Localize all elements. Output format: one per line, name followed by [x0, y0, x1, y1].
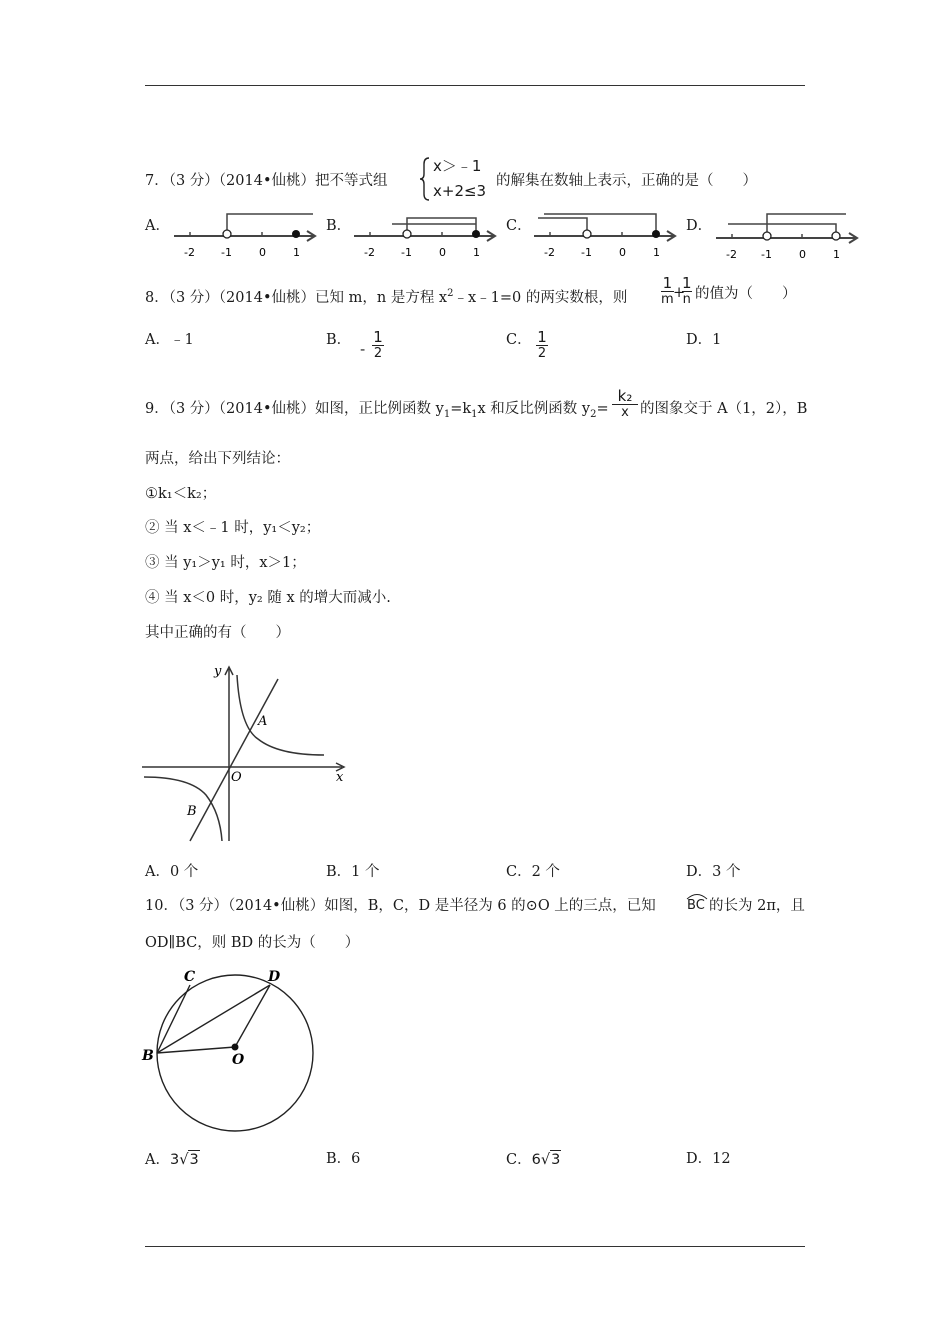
tick-label: 0 — [619, 246, 626, 259]
q7-inequality-1: x＞﹣1 — [433, 157, 482, 175]
tick-label: 1 — [833, 248, 840, 261]
q10-text-b: 的长为 2π，且 — [709, 898, 805, 914]
q8-option-c-fraction — [536, 329, 548, 362]
top-rule — [145, 85, 805, 86]
q9-text-a: 9．（3 分）（2014•仙桃）如图，正比例函数 y — [145, 401, 444, 417]
q8-option-b-sign: - — [360, 342, 366, 358]
q10-option-a-coef: 3 — [169, 1152, 180, 1168]
q9-fraction — [612, 388, 638, 421]
q7-option-c-label: C． — [506, 218, 532, 234]
q8-plus: + — [673, 285, 686, 301]
q7-inequality-2: x+2≤3 — [433, 182, 487, 200]
q8-fraction-2-num: 1 — [682, 274, 692, 292]
q9-text-c: x 和反比例函数 y — [477, 401, 591, 417]
q9-option-d: D．3 个 — [686, 864, 741, 880]
tick-label: 1 — [293, 246, 300, 259]
q10-arc-label: BC — [687, 898, 705, 913]
q8-fraction-2-den: n — [682, 292, 691, 307]
q10-text-a: 10．（3 分）（2014•仙桃）如图，B，C，D 是半径为 6 的⊙O 上的三点，已知 — [145, 898, 656, 914]
q8-text-1: 8．（3 分）（2014•仙桃）已知 m，n 是方程 x — [145, 289, 448, 306]
q7-option-d-label: D． — [686, 218, 713, 234]
q8-option-c-num: 1 — [537, 328, 547, 346]
q7-option-a-numberline — [170, 210, 320, 262]
q8-option-c-den: 2 — [537, 346, 547, 361]
q8-exponent: 2 — [447, 288, 454, 299]
q8-option-c-label: C． — [506, 332, 532, 348]
tick-label: 0 — [259, 246, 266, 259]
q10-option-b: B．6 — [326, 1151, 361, 1167]
tick-label: -2 — [726, 248, 737, 261]
q9-ask: 其中正确的有（ ） — [145, 625, 290, 641]
q8-option-b-num: 1 — [373, 328, 383, 346]
q9-conclusion-1: ①k₁＜k₂； — [145, 486, 217, 502]
q10-option-c — [506, 1150, 561, 1169]
q9-text-b: =k — [450, 401, 472, 417]
q8-fraction-1 — [661, 275, 674, 308]
tick-label: -1 — [401, 246, 412, 259]
bottom-rule — [145, 1246, 805, 1247]
tick-label: -2 — [364, 246, 375, 259]
q9-conclusion-4: ④ 当 x＜0 时，y₂ 随 x 的增大而减小. — [145, 590, 391, 606]
q8-fraction-2 — [682, 275, 692, 308]
q8-fraction-1-den: m — [661, 292, 674, 307]
q10-option-c-radicand: 3 — [551, 1152, 561, 1168]
q10-option-a — [145, 1150, 200, 1169]
q7-suffix: 的解集在数轴上表示，正确的是（ ） — [496, 173, 757, 189]
tick-label: 0 — [799, 248, 806, 261]
q9-graph-figure — [140, 655, 355, 845]
q7-prefix: 7．（3 分）（2014•仙桃）把不等式组 — [145, 173, 388, 189]
q9-sub-1: 1 — [443, 408, 451, 420]
q8-fraction-1-num: 1 — [662, 274, 673, 292]
tick-label: -1 — [581, 246, 592, 259]
q10-option-c-coef: 6 — [531, 1152, 541, 1168]
q9-label-x: x — [336, 770, 344, 785]
q10-label-o: O — [232, 1052, 245, 1068]
tick-label: 0 — [439, 246, 446, 259]
q9-option-b: B．1 个 — [326, 864, 380, 880]
q7-option-d-numberline — [712, 210, 862, 262]
q9-sub-2: 1 — [471, 408, 478, 420]
q10-option-a-radicand: 3 — [189, 1152, 199, 1168]
tick-label: -1 — [761, 248, 772, 261]
q10-option-d: D．12 — [686, 1151, 731, 1167]
q9-text-d: = — [596, 401, 609, 417]
q9-option-a: A．0 个 — [145, 864, 199, 880]
q7-option-a-label: A． — [145, 218, 170, 234]
tick-label: 1 — [653, 246, 660, 259]
q9-line-2: 两点，给出下列结论： — [145, 451, 290, 467]
q10-label-c: C — [184, 969, 196, 985]
q10-label-b: B — [142, 1048, 154, 1064]
q9-text-e: 的图象交于 A（1，2），B — [640, 401, 808, 417]
tick-label: 1 — [473, 246, 480, 259]
q7-option-b-numberline — [350, 210, 500, 262]
q8-option-b-den: 2 — [373, 346, 383, 361]
tick-label: -1 — [221, 246, 232, 259]
q10-line-2: OD∥BC，则 BD 的长为（ ） — [145, 935, 360, 951]
q10-arc-notation — [686, 892, 708, 916]
q9-fraction-den: x — [612, 404, 638, 421]
q9-sub-3: 2 — [590, 408, 597, 420]
q9-conclusion-2: ② 当 x＜﹣1 时，y₁＜y₂； — [145, 520, 321, 536]
q9-conclusion-3: ③ 当 y₁＞y₁ 时，x＞1； — [145, 555, 306, 571]
q8-option-b-fraction — [372, 329, 384, 362]
tick-label: -2 — [184, 246, 195, 259]
q8-option-d: D．1 — [686, 332, 722, 348]
q9-option-c: C．2 个 — [506, 864, 560, 880]
q8-text-2: ﹣x﹣1=0 的两实数根，则 — [453, 289, 628, 306]
q8-option-a: A．﹣1 — [145, 332, 194, 348]
sqrt-icon: √ — [179, 1152, 189, 1168]
tick-label: -2 — [544, 246, 555, 259]
q8-stem — [145, 285, 627, 307]
q9-label-a: A — [258, 714, 268, 729]
q8-text-3: 的值为（ ） — [695, 286, 797, 302]
sqrt-icon: √ — [540, 1152, 551, 1168]
q9-label-b: B — [187, 804, 197, 819]
q10-label-d: D — [268, 969, 281, 985]
q10-option-c-label: C． — [506, 1152, 532, 1168]
q8-option-b-label: B． — [326, 332, 352, 348]
q9-label-o: O — [231, 770, 242, 785]
q10-option-a-label: A． — [145, 1152, 170, 1168]
q9-label-y: y — [214, 664, 222, 679]
q7-brace-icon — [419, 156, 431, 202]
q9-line-1 — [145, 400, 609, 424]
q7-option-c-numberline — [530, 210, 680, 262]
q7-option-b-label: B． — [326, 218, 352, 234]
q10-circle-figure — [140, 965, 320, 1135]
q9-fraction-num: k₂ — [617, 387, 633, 405]
